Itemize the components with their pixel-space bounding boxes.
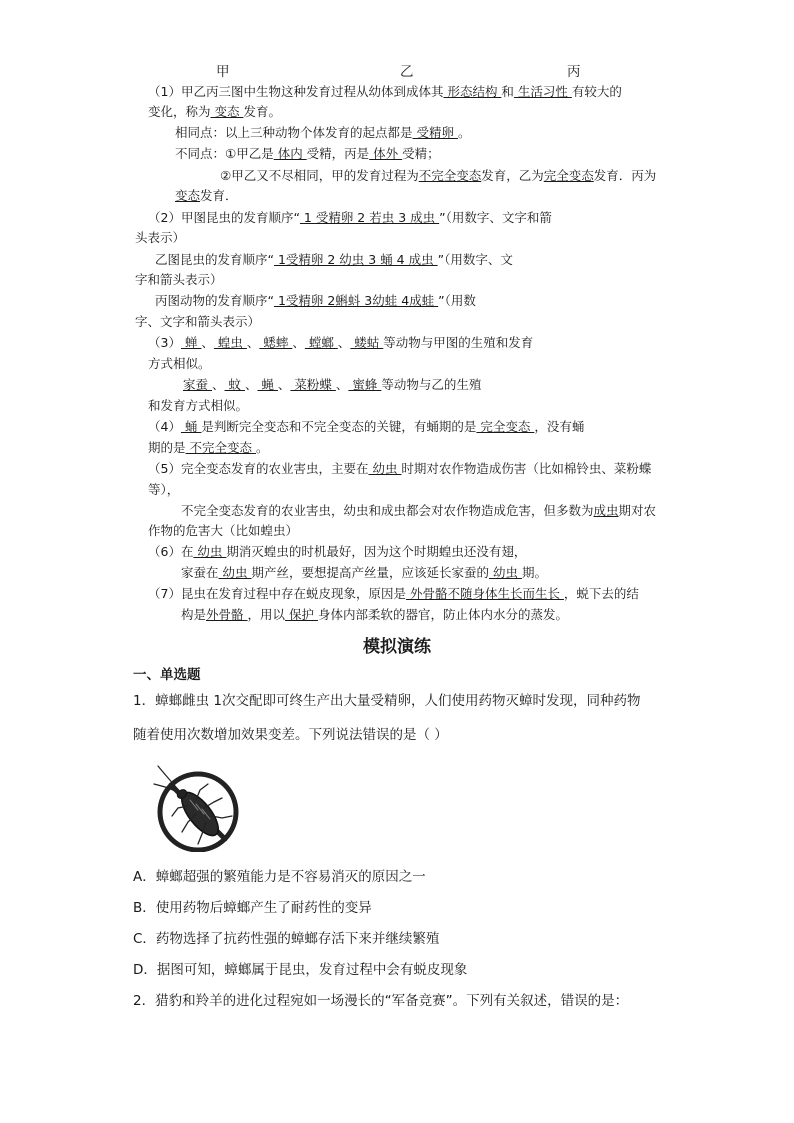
q7-line-1: （7）昆虫在发育过程中存在蜕皮现象，原因是 外骨骼不随身体生长而生长 ，蜕下去的结 [148,586,639,601]
q5-line-2: 等）， [148,482,180,497]
q2-line-1: （2）甲图昆虫的发育顺序“ 1 受精卵 2 若虫 3 成虫 ”（用数字、文字和箭 [148,210,552,225]
q3-line-2: 方式相似。 [148,356,211,371]
q1-line-2: 变化，称为 变态 发育。 [148,104,281,119]
q6-line-2: 家蚕在 幼虫 期产丝，要想提高产丝量，应该延长家蚕的 幼虫 期。 [181,565,547,580]
label-jia: 甲 [216,64,230,80]
option-a: A．蟑螂超强的繁殖能力是不容易消灭的原因之一 [133,869,426,885]
section-title: 模拟演练 [363,637,431,657]
part-heading: 一、单选题 [133,667,201,683]
q1-line-6: 变态发育． [175,188,238,203]
question-2-stem-line-1: 2．猎豹和羚羊的进化过程宛如一场漫长的“军备竞赛”。下列有关叙述，错误的是： [133,993,629,1009]
q4-line-1: （4） 蛹 是判断完全变态和不完全变态的关键，有蛹期的是 完全变态 ，没有蛹 [148,419,585,434]
option-d: D．据图可知，蟑螂属于昆虫，发育过程中会有蜕皮现象 [133,962,468,978]
question-1-stem-line-1: 1．蟑螂雌虫 1次交配即可终生产出大量受精卵，人们使用药物灭蟑时发现，同种药物 [133,693,641,709]
label-yi: 乙 [400,64,414,80]
q7-line-2: 构是外骨骼 ，用以 保护 身体内部柔软的器官，防止体内水分的蒸发。 [181,607,568,622]
q1-line-1: （1）甲乙丙三图中生物这种发育过程从幼体到成体其 形态结构 和 生活习性 有较大的 [148,84,622,99]
no-cockroach-icon [152,762,242,852]
option-c: C．药物选择了抗药性强的蟑螂存活下来并继续繁殖 [133,931,440,947]
question-1-stem-line-2: 随着使用次数增加效果变差。下列说法错误的是（ ） [133,727,448,743]
label-bing: 丙 [567,64,581,80]
q1-line-3: 相同点：以上三种动物个体发育的起点都是 受精卵 。 [175,125,471,140]
q1-line-5: ②甲乙又不尽相同，甲的发育过程为不完全变态发育，乙为完全变态发育．丙为 [220,168,657,183]
q2-line-4: 字和箭头表示） [135,272,223,287]
q2-line-2: 头表示） [135,230,186,245]
q5-line-3: 不完全变态发育的农业害虫，幼虫和成虫都会对农作物造成危害，但多数为成虫期对农 [181,503,657,518]
option-b: B．使用药物后蟑螂产生了耐药性的变异 [133,900,372,916]
q5-line-4: 作物的危害大（比如蝗虫） [148,523,299,538]
q1-line-4: 不同点：①甲乙是 体内 受精，丙是 体外 受精； [175,146,440,161]
q3-line-4: 和发育方式相似。 [148,398,249,413]
q3-line-3: 家蚕 、 蚊 、 蝇 、 菜粉蝶 、 蜜蜂 等动物与乙的生殖 [183,377,482,392]
q2-line-3: 乙图昆虫的发育顺序“ 1受精卵 2 幼虫 3 蛹 4 成虫 ”（用数字、文 [155,252,513,267]
q2-line-6: 字、文字和箭头表示） [135,314,261,329]
q6-line-1: （6）在 幼虫 期消灭蝗虫的时机最好，因为这个时期蝗虫还没有翅， [148,544,527,559]
q4-line-2: 期的是 不完全变态 。 [148,440,269,455]
q5-line-1: （5）完全变态发育的农业害虫，主要在 幼虫 时期对农作物造成伤害（比如棉铃虫、菜粉蝶 [148,461,652,476]
q2-line-5: 丙图动物的发育顺序“ 1受精卵 2蝌蚪 3幼蛙 4成蛙 ”（用数 [155,293,476,308]
q3-line-1: （3） 蝉 、 蝗虫 、 蟋蟀 、 螳螂 、 蝼蛄 等动物与甲图的生殖和发育 [148,335,534,350]
